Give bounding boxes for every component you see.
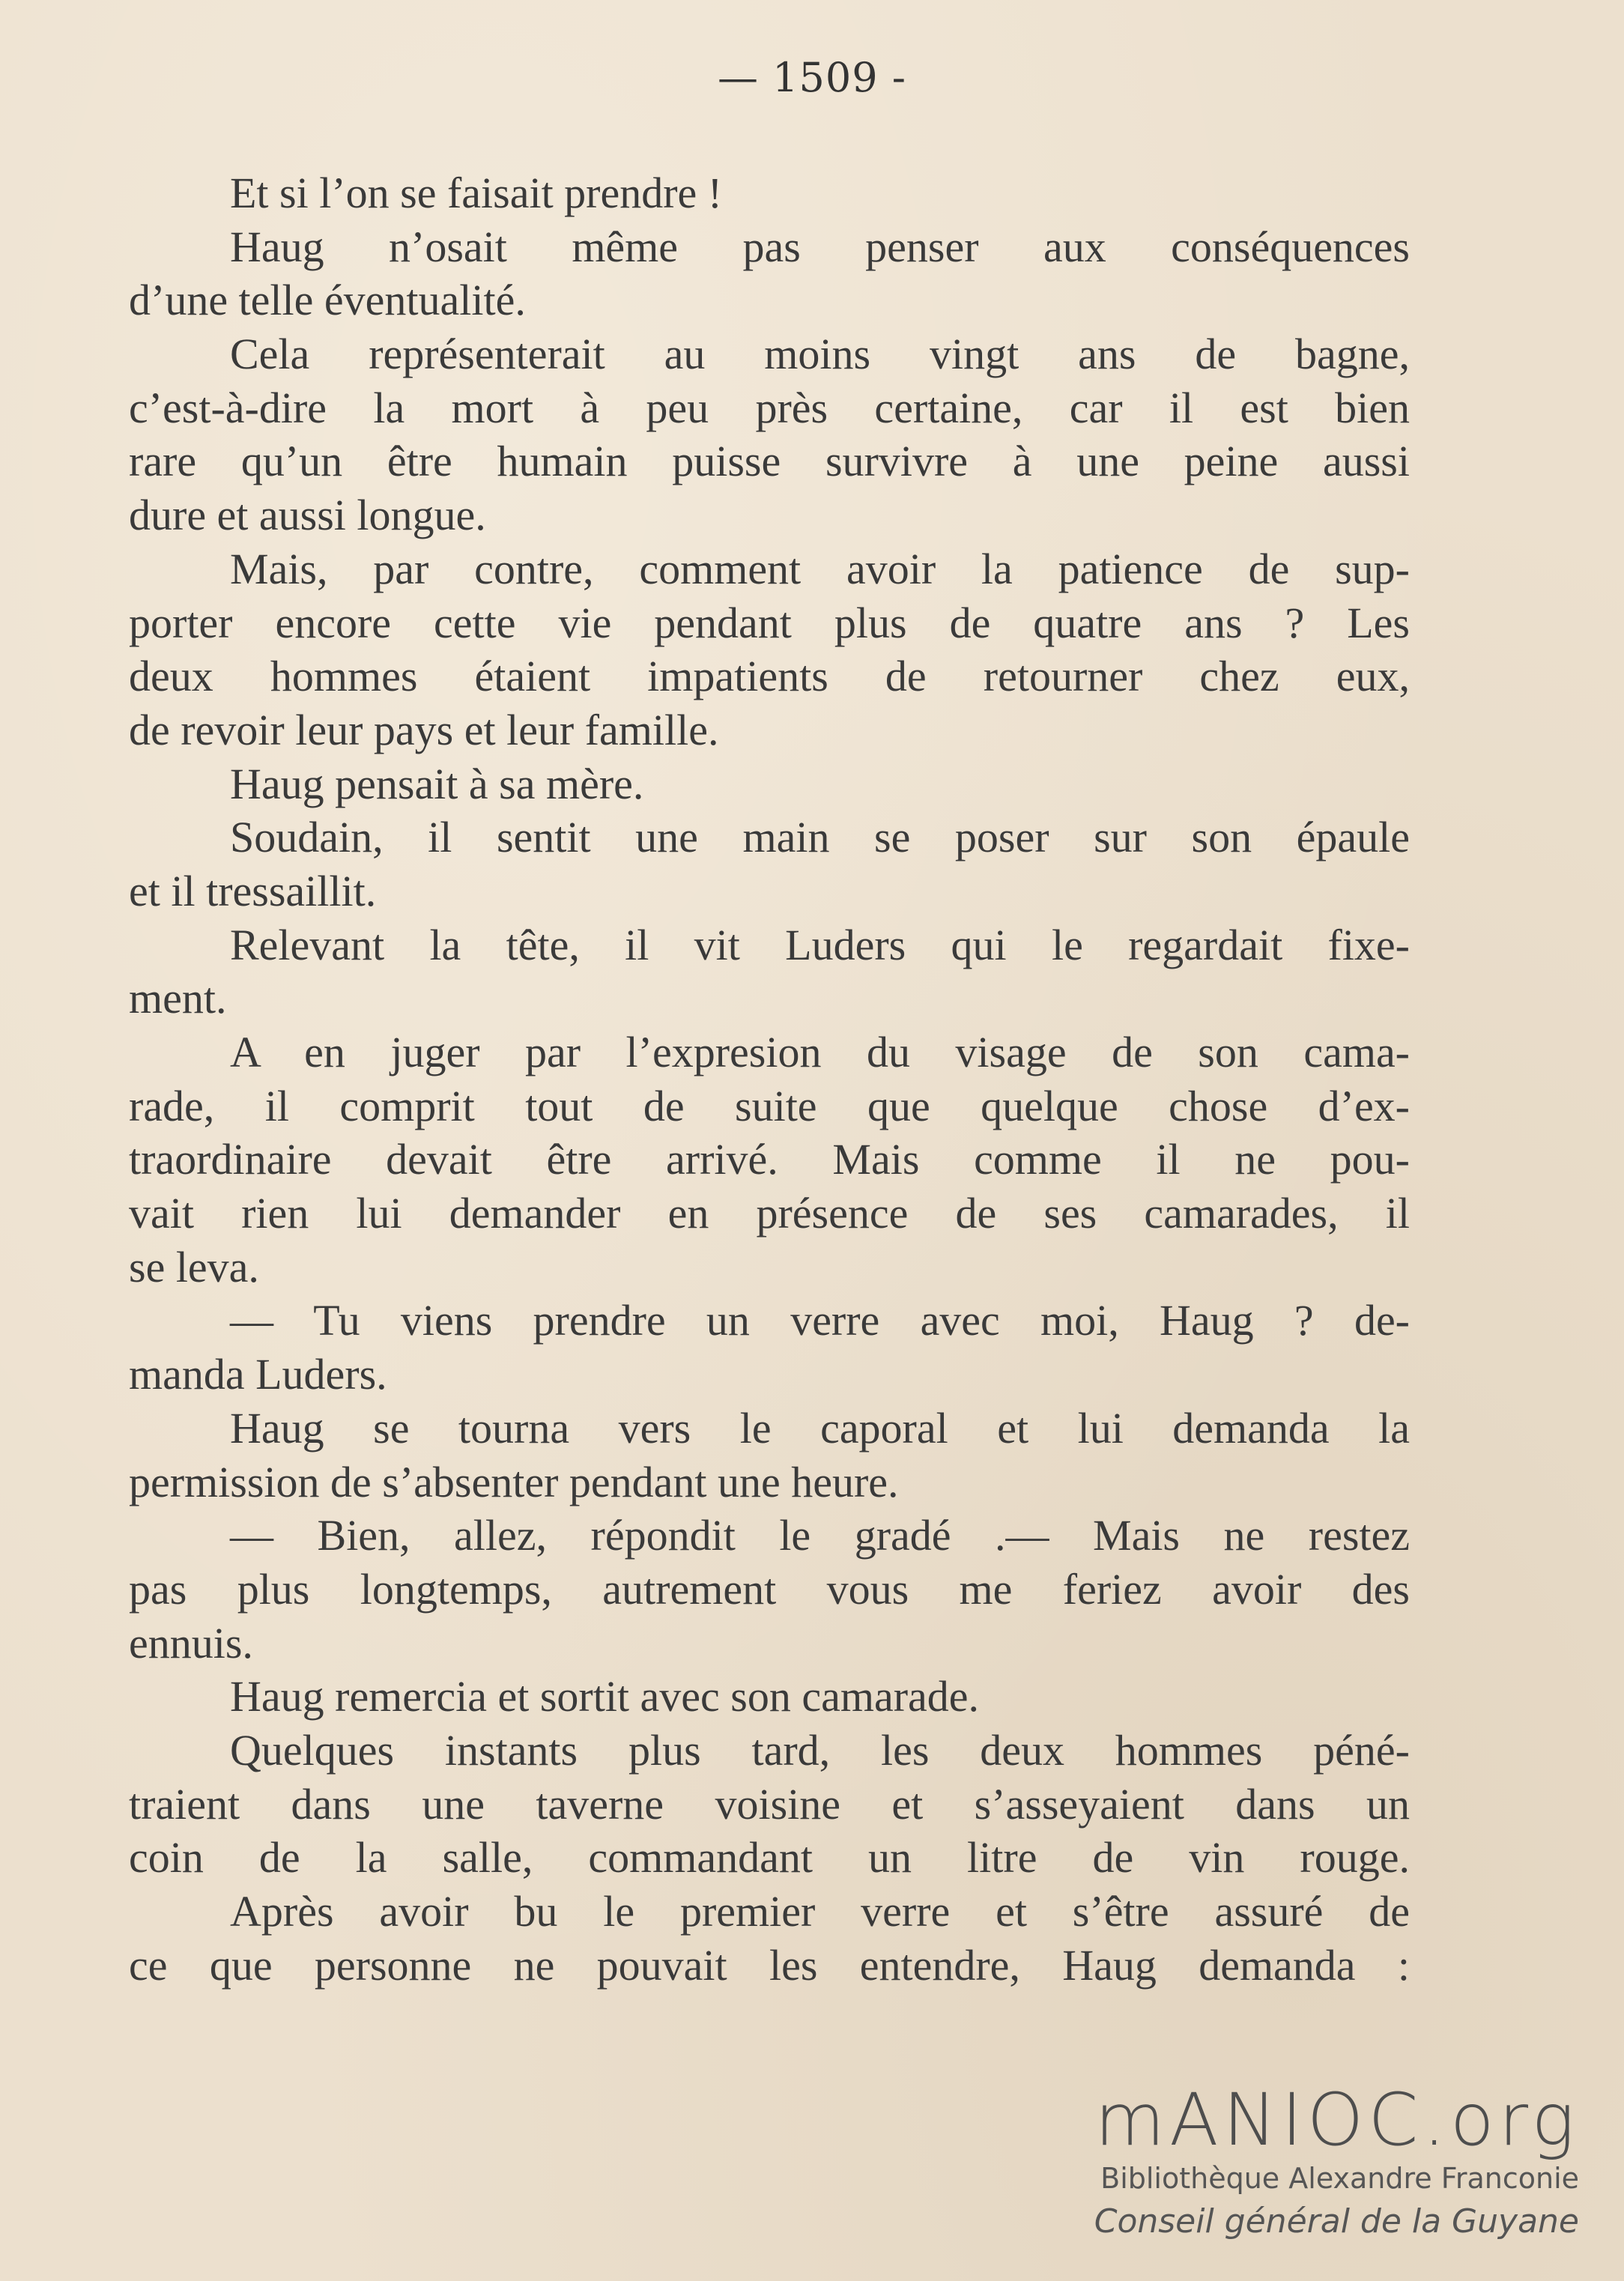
- text-line: permission de s’absenter pendant une heure.: [129, 1457, 899, 1506]
- watermark-council-name: Conseil général de la Guyane: [1094, 2202, 1579, 2241]
- text-line: deux hommes étaient impatients de retourner chez eux,: [129, 652, 1410, 701]
- text-line: — Tu viens prendre un verre avec moi, Haug ? de-: [230, 1296, 1410, 1345]
- text-line: ennuis.: [129, 1618, 253, 1667]
- text-line: rare qu’un être humain puisse survivre à une peine aussi: [129, 437, 1410, 486]
- text-line: Et si l’on se faisait prendre !: [230, 169, 723, 217]
- text-line: Quelques instants plus tard, les deux hommes péné-: [230, 1725, 1410, 1775]
- watermark-library-name: Bibliothèque Alexandre Franconie: [1100, 2162, 1579, 2195]
- text-line: dure et aussi longue.: [129, 491, 486, 540]
- text-line: A en juger par l’expresion du visage de son cama-: [230, 1028, 1410, 1076]
- text-line: Haug pensait à sa mère.: [230, 759, 644, 808]
- text-line: Mais, par contre, comment avoir la patience de sup-: [230, 544, 1410, 593]
- text-line: Relevant la tête, il vit Luders qui le regardait fixe-: [230, 920, 1410, 969]
- manioc-logo: [1055, 2078, 1579, 2162]
- text-line: d’une telle éventualité.: [129, 276, 526, 325]
- text-line: traordinaire devait être arrivé. Mais comme il ne pou-: [129, 1135, 1410, 1184]
- text-line: rade, il comprit tout de suite que quelque chose d’ex-: [129, 1081, 1410, 1130]
- text-line: ment.: [129, 974, 227, 1023]
- text-line: et il tressaillit.: [129, 866, 377, 915]
- text-line: — Bien, allez, répondit le gradé .— Mais ne restez: [230, 1511, 1410, 1560]
- text-line: coin de la salle, commandant un litre de vin rouge.: [129, 1833, 1410, 1882]
- text-line: vait rien lui demander en présence de ses camarades, il: [129, 1189, 1410, 1238]
- page-number: — 1509 -: [717, 54, 906, 101]
- body-text: [129, 166, 1410, 1992]
- text-line: se leva.: [129, 1242, 259, 1291]
- text-line: traient dans une taverne voisine et s’asseyaient dans un: [129, 1779, 1410, 1829]
- text-line: pas plus longtemps, autrement vous me feriez avoir des: [129, 1564, 1410, 1614]
- text-line: Haug n’osait même pas penser aux conséquences: [230, 222, 1410, 271]
- text-line: Soudain, il sentit une main se poser sur son épaule: [230, 813, 1410, 862]
- text-line: Après avoir bu le premier verre et s’être assuré de: [230, 1887, 1410, 1936]
- text-line: Cela représenterait au moins vingt ans de bagne,: [230, 330, 1410, 379]
- text-line: manda Luders.: [129, 1350, 387, 1399]
- manioc-logo-text: mANIOC.org: [1094, 2078, 1579, 2162]
- text-line: c’est-à-dire la mort à peu près certaine, car il est bien: [129, 383, 1410, 432]
- manioc-watermark: [1055, 2078, 1579, 2244]
- text-line: ce que personne ne pouvait les entendre, Haug demanda :: [129, 1940, 1410, 1990]
- text-line: de revoir leur pays et leur famille.: [129, 705, 719, 754]
- text-line: Haug remercia et sortit avec son camarade.: [230, 1672, 979, 1721]
- text-line: Haug se tourna vers le caporal et lui demanda la: [230, 1403, 1410, 1452]
- text-line: porter encore cette vie pendant plus de quatre ans ? Les: [129, 598, 1410, 647]
